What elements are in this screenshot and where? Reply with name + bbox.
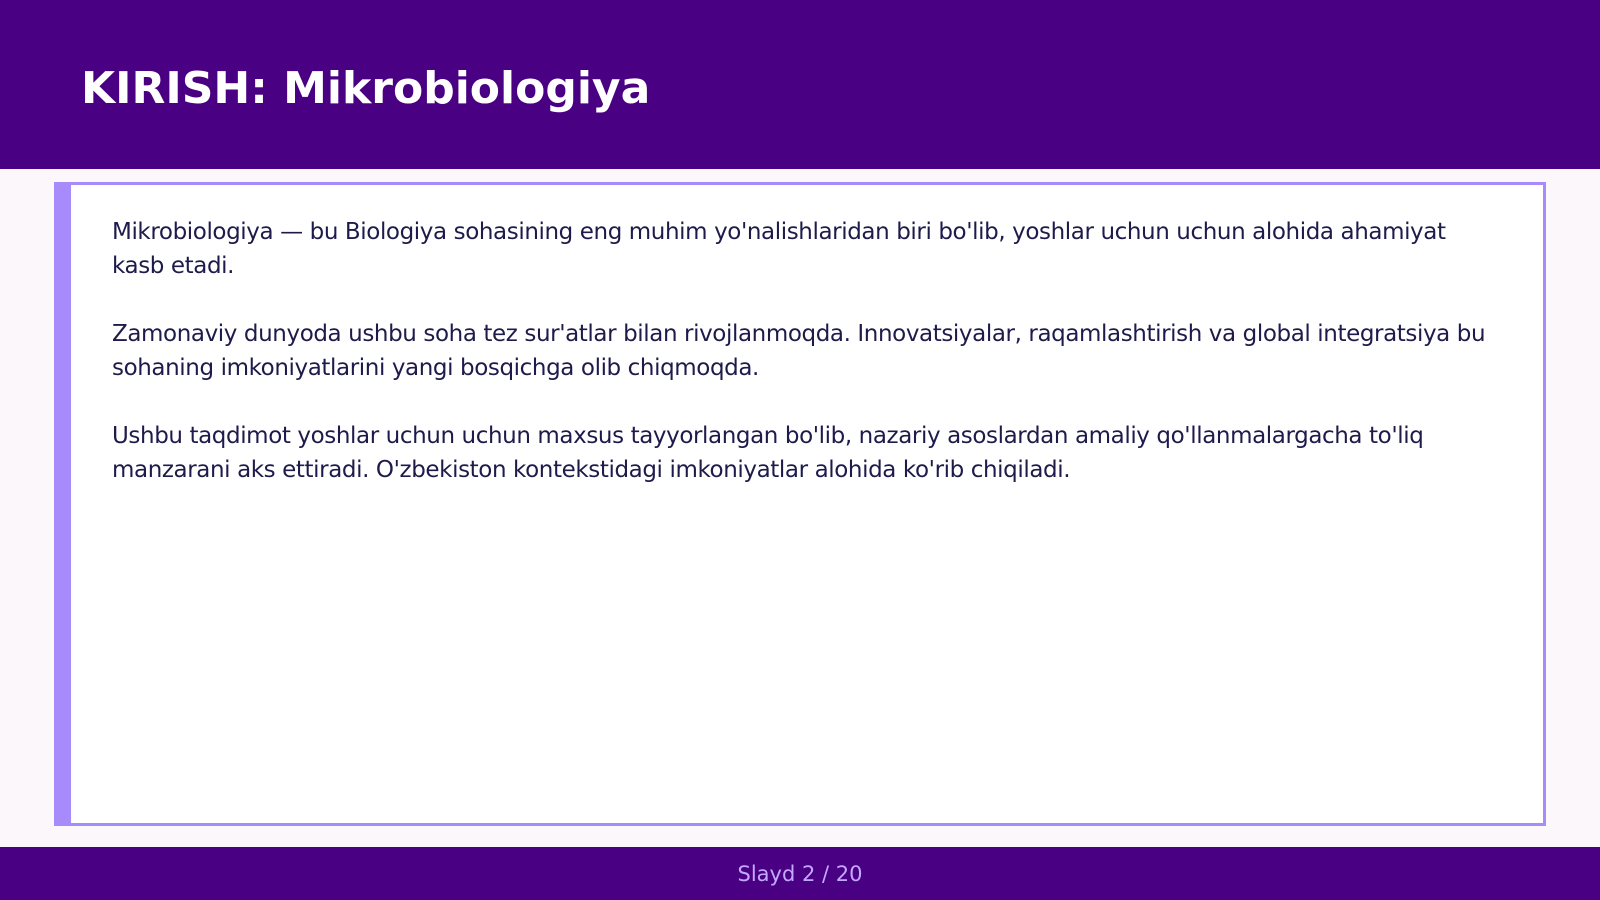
slide-title: KIRISH: Mikrobiologiya	[81, 63, 651, 114]
paragraph-presentation-scope: Ushbu taqdimot yoshlar uchun uchun maxsus tayyorlangan bo'lib, nazariy asoslardan amaliy qo'llanmalargacha to'liq manzarani aks ettiradi. O'zbekiston kontekstidagi imkoniyatlar alohida ko'rib chiqiladi.	[112, 423, 1424, 483]
paragraph-modern-world: Zamonaviy dunyoda ushbu soha tez sur'atlar bilan rivojlanmoqda. Innovatsiyalar, raqamlashtirish va global integratsiya bu sohaning imkoniyatlarini yangi bosqichga olib chiqmoqda.	[112, 321, 1486, 381]
content-body	[112, 215, 1492, 521]
content-card	[54, 182, 1546, 826]
slide-footer	[0, 847, 1600, 900]
paragraph-intro: Mikrobiologiya — bu Biologiya sohasining eng muhim yo'nalishlaridan biri bo'lib, yoshlar uchun uchun alohida ahamiyat kasb etadi.	[112, 219, 1446, 279]
slide-counter: Slayd 2 / 20	[737, 862, 863, 886]
slide-header	[0, 0, 1600, 169]
